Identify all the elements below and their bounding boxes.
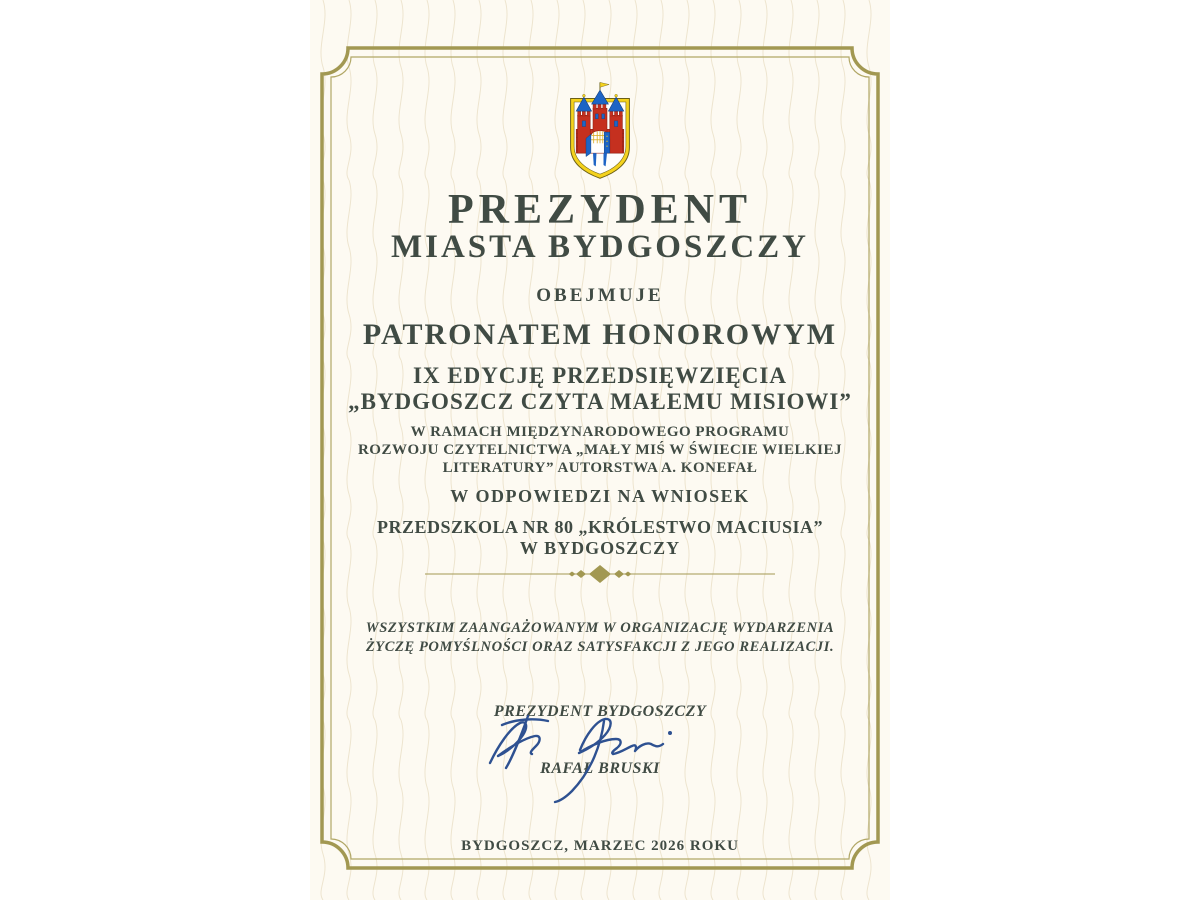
bydgoszcz-coat-of-arms-icon [565, 80, 635, 180]
wishes-line1: WSZYSTKIM ZAANGAŻOWANYM W ORGANIZACJĘ WYDARZENIA [365, 620, 835, 636]
signer-name: RAFAŁ BRUSKI [540, 760, 660, 777]
program-line1: W RAMACH MIĘDZYNARODOWEGO PROGRAMU [410, 424, 790, 440]
program-line3: LITERATURY” AUTORSTWA A. KONEFAŁ [442, 460, 758, 476]
event-name-line2: „BYDGOSZCZ CZYTA MAŁEMU MISIOWI” [348, 389, 852, 414]
certificate [310, 0, 890, 900]
requester-line2: W BYDGOSZCZY [519, 538, 681, 558]
request-intro: W ODPOWIEDZI NA WNIOSEK [450, 486, 750, 506]
signature-autograph [480, 708, 700, 808]
event-name-line1: IX EDYCJĘ PRZEDSIĘWZIĘCIA [413, 363, 787, 388]
issuer-title-line1: PREZYDENT [447, 187, 753, 233]
wishes-line2: ŻYCZĘ POMYŚLNOŚCI ORAZ SATYSFAKCJI Z JEGO REALIZACJI. [365, 639, 835, 655]
requester-line1: PRZEDSZKOLA NR 80 „KRÓLESTWO MACIUSIA” [376, 517, 824, 537]
patronage-heading: PATRONATEM HONOROWYM [362, 318, 838, 351]
program-line2: ROZWOJU CZYTELNICTWA „MAŁY MIŚ W ŚWIECIE WIELKIEJ [357, 442, 843, 458]
signer-title: PREZYDENT BYDGOSZCZY [493, 703, 707, 720]
action-word: OBEJMUJE [536, 285, 664, 306]
issuer-title-line2: MIASTA BYDGOSZCZY [390, 229, 810, 265]
divider-ornament [425, 564, 775, 584]
place-date-footer: BYDGOSZCZ, MARZEC 2026 ROKU [461, 838, 739, 854]
